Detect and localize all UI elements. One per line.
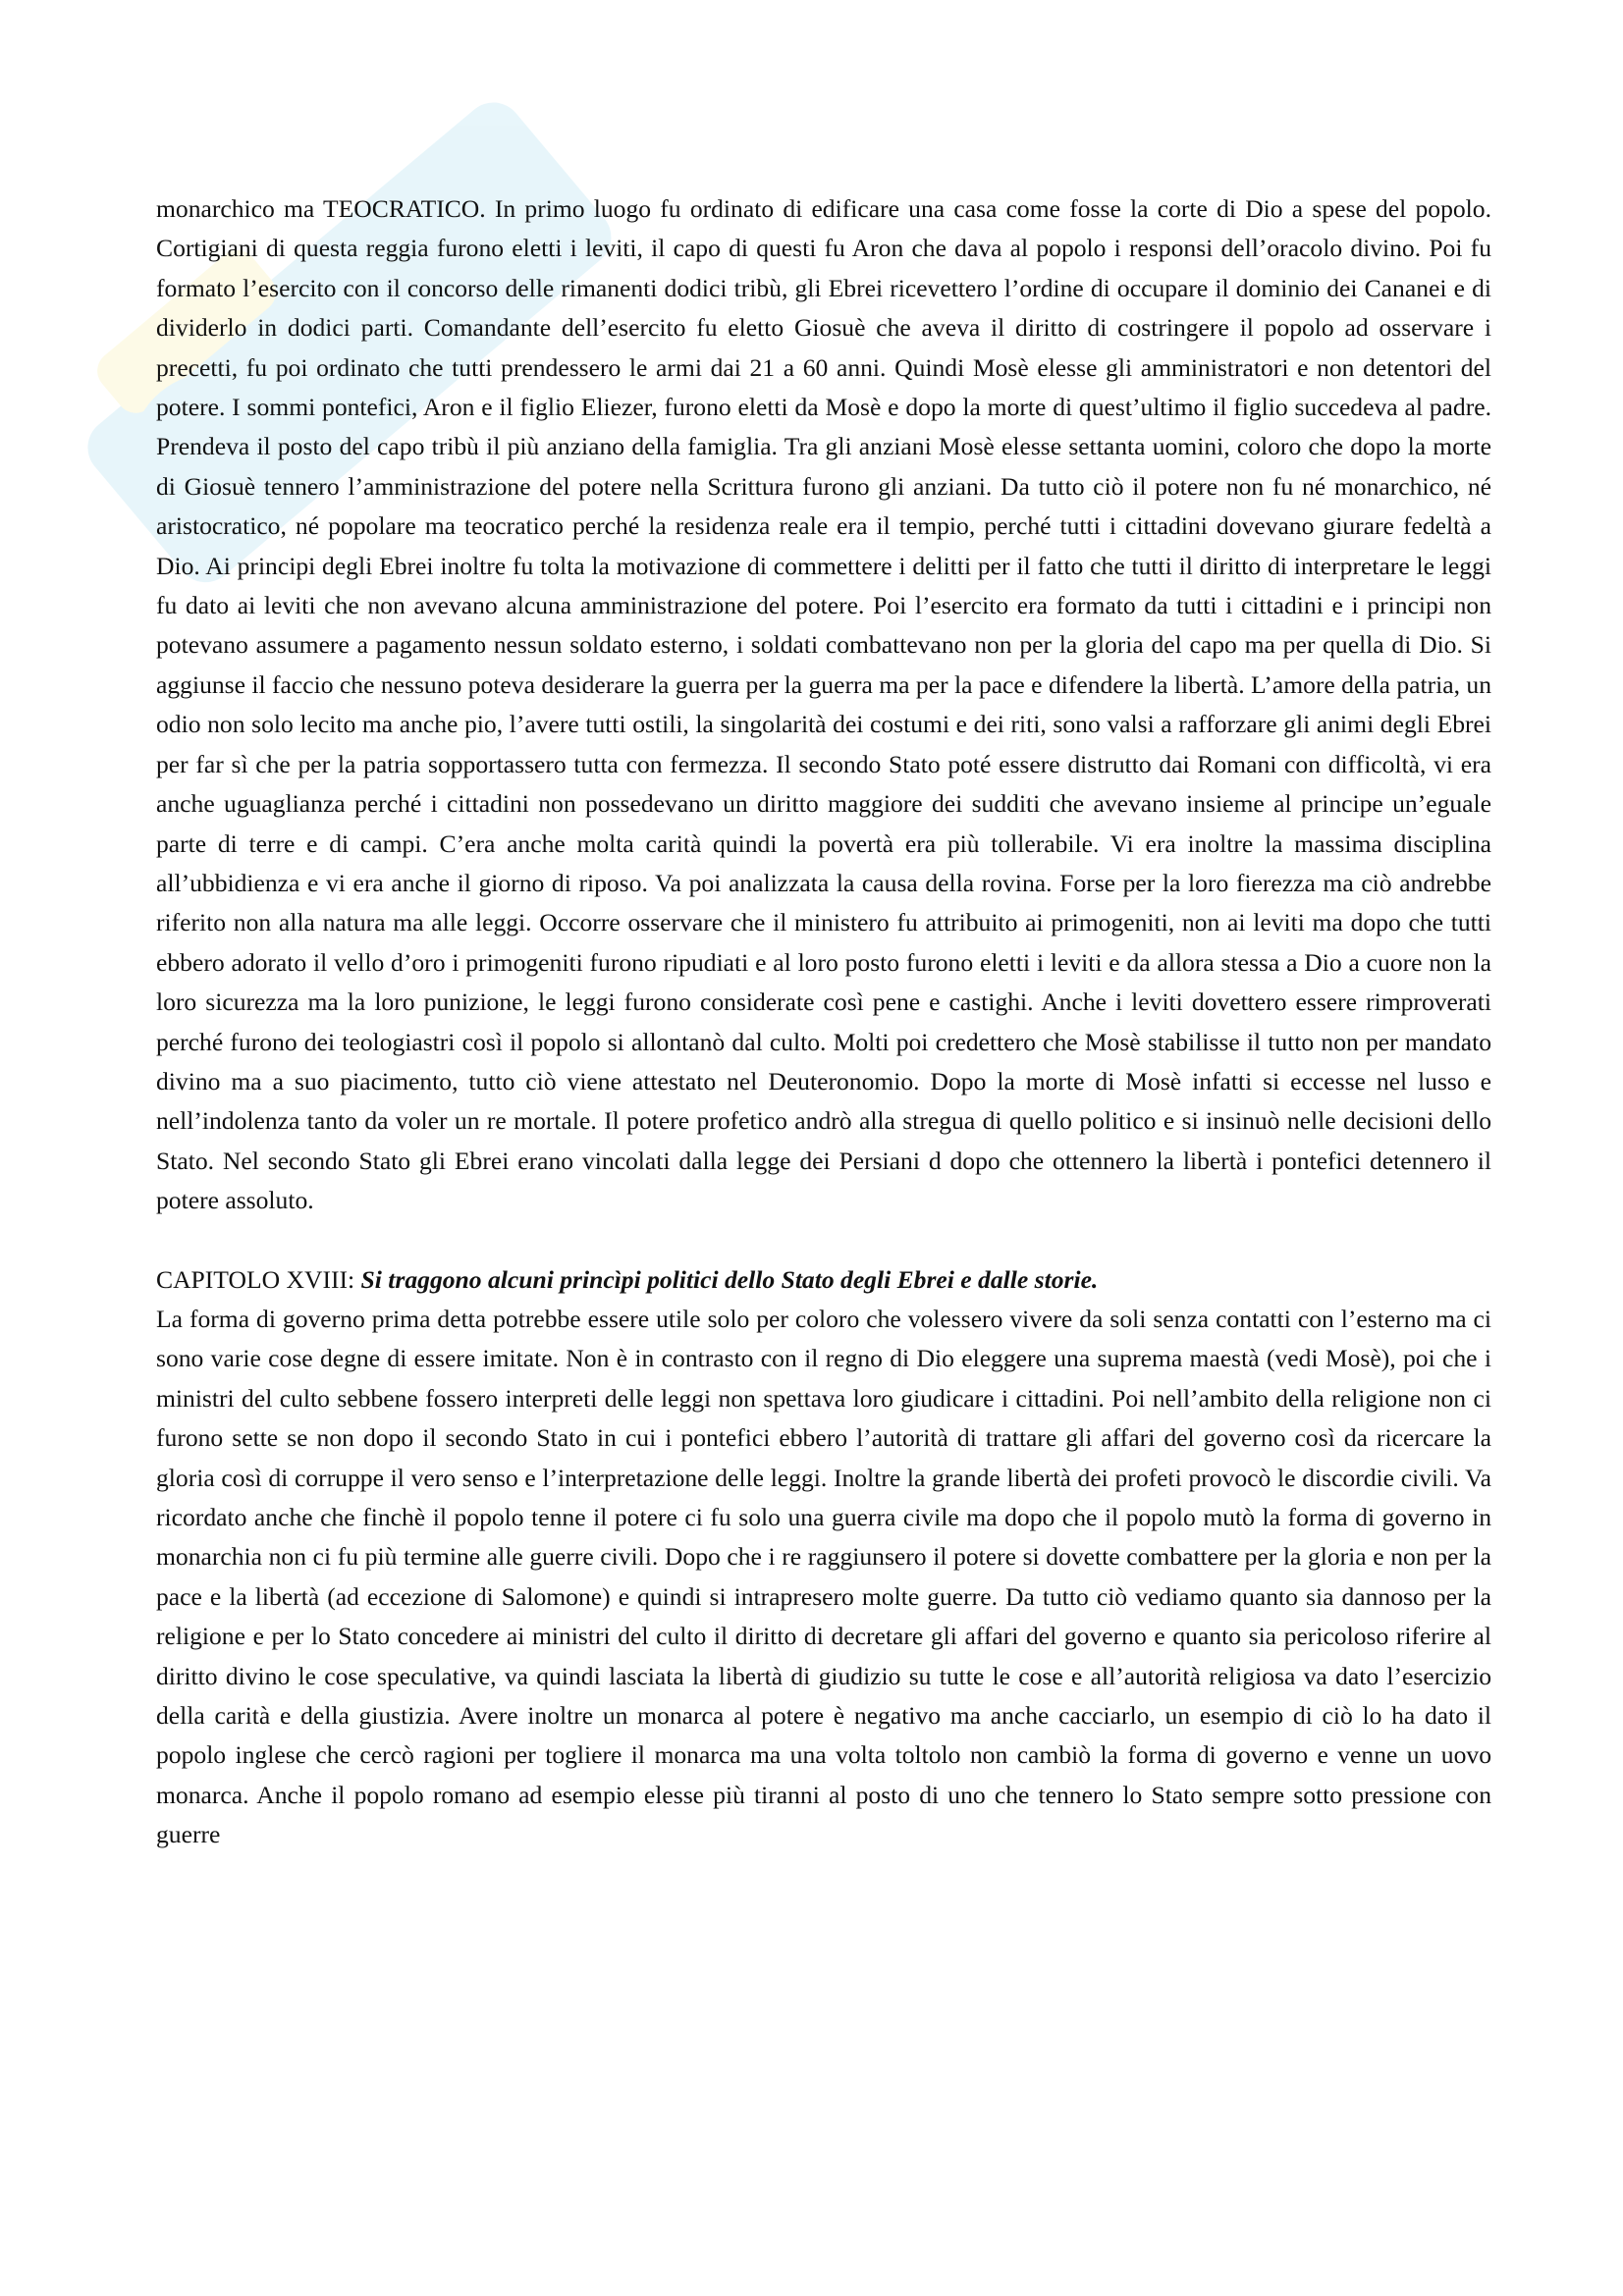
chapter-heading (156, 1260, 1491, 1300)
body-paragraph-2: La forma di governo prima detta potrebbe essere utile solo per coloro che volessero vivere da soli senza contatti con l’esterno ma ci sono varie cose degne di essere imitate. Non è in contrasto con il regno di Dio eleggere una suprema maestà (vedi Mosè), poi che i ministri del culto sebbene fossero interpreti delle leggi non spettava loro giudicare i cittadini. Poi nell’ambito della religione non ci furono sette se non dopo il secondo Stato in cui i pontefici ebbero l’autorità di trattare gli affari del governo così da ricercare la gloria così di corruppe il vero senso e l’interpretazione delle leggi. Inoltre la grande libertà dei profeti provocò le discordie civili. Va ricordato anche che finchè il popolo tenne il potere ci fu solo una guerra civile ma dopo che il popolo mutò la forma di governo in monarchia non ci fu più termine alle guerre civili. Dopo che i re raggiunsero il potere si dovette combattere per la gloria e non per la pace e la libertà (ad eccezione di Salomone) e quindi si intrapresero molte guerre. Da tutto ciò vediamo quanto sia dannoso per la religione e per lo Stato concedere ai ministri del culto il diritto di decretare gli affari del governo e quanto sia pericoloso riferire al diritto divino le cose speculative, va quindi lasciata la libertà di giudizio su tutte le cose e all’autorità religiosa va dato l’esercizio della carità e della giustizia. Avere inoltre un monarca al potere è negativo ma anche cacciarlo, un esempio di ciò lo ha dato il popolo inglese che cercò ragioni per togliere il monarca ma una volta toltolo non cambiò la forma di governo e venne un uovo monarca. Anche il popolo romano ad esempio elesse più tiranni al posto di uno che tennero lo Stato sempre sotto pressione con guerre (156, 1304, 1491, 1849)
body-paragraph-1: monarchico ma TEOCRATICO. In primo luogo fu ordinato di edificare una casa come fosse la corte di Dio a spese del popolo. Cortigiani di questa reggia furono eletti i leviti, il capo di questi fu Aron che dava al popolo i responsi dell’oracolo divino. Poi fu formato l’esercito con il concorso delle rimanenti dodici tribù, gli Ebrei ricevettero l’ordine di occupare il dominio dei Cananei e di dividerlo in dodici parti. Comandante dell’esercito fu eletto Giosuè che aveva il diritto di costringere il popolo ad osservare i precetti, fu poi ordinato che tutti prendessero le armi dai 21 a 60 anni. Quindi Mosè elesse gli amministratori e non detentori del potere. I sommi pontefici, Aron e il figlio Eliezer, furono eletti da Mosè e dopo la morte di quest’ultimo il figlio succedeva al padre. Prendeva il posto del capo tribù il più anziano della famiglia. Tra gli anziani Mosè elesse settanta uomini, coloro che dopo la morte di Giosuè tennero l’amministrazione del potere nella Scrittura furono gli anziani. Da tutto ciò il potere non fu né monarchico, né aristocratico, né popolare ma teocratico perché la residenza reale era il tempio, perché tutti i cittadini dovevano giurare fedeltà a Dio. Ai principi degli Ebrei inoltre fu tolta la motivazione di commettere i delitti per il fatto che tutti il diritto di interpretare le leggi fu dato ai leviti che non avevano alcuna amministrazione del potere. Poi l’esercito era formato da tutti i cittadini e i principi non potevano assumere a pagamento nessun soldato esterno, i soldati combattevano non per la gloria del capo ma per quella di Dio. Si aggiunse il faccio che nessuno poteva desiderare la guerra per la guerra ma per la pace e difendere la libertà. L’amore della patria, un odio non solo lecito ma anche pio, l’avere tutti ostili, la singolarità dei costumi e dei riti, sono valsi a rafforzare gli animi degli Ebrei per far sì che per la patria sopportassero tutta con fermezza. Il secondo Stato poté essere distrutto dai Romani con difficoltà, vi era anche uguaglianza perché i cittadini non possedevano un diritto maggiore dei sudditi che avevano insieme al principe un’eguale parte di terre e di campi. C’era anche molta carità quindi la povertà era più tollerabile. Vi era inoltre la massima disciplina all’ubbidienza e vi era anche il giorno di riposo. Va poi analizzata la causa della rovina. Forse per la loro fierezza ma ciò andrebbe riferito non alla natura ma alle leggi. Occorre osservare che il ministero fu attribuito ai primogeniti, non ai leviti ma dopo che tutti ebbero adorato il vello d’oro i primogeniti furono ripudiati e al loro posto furono eletti i leviti e da allora stessa a Dio a cuore non la loro sicurezza ma la loro punizione, le leggi furono considerate così pene e castighi. Anche i leviti dovettero essere rimproverati perché furono dei teologiastri così il popolo si allontanò dal culto. Molti poi credettero che Mosè stabilisse il tutto non per mandato divino ma a suo piacimento, tutto ciò viene attestato nel Deuteronomio. Dopo la morte di Mosè infatti si eccesse nel lusso e nell’indolenza tanto da voler un re mortale. Il potere profetico andrò alla stregua di quello politico e si insinuò nelle decisioni dello Stato. Nel secondo Stato gli Ebrei erano vincolati dalla legge dei Persiani d dopo che ottennero la libertà i pontefici detennero il potere assoluto. (156, 194, 1491, 1215)
chapter-title: Si traggono alcuni princìpi politici dello Stato degli Ebrei e dalle storie. (360, 1264, 1099, 1294)
document-body (156, 189, 1491, 1855)
chapter-label: CAPITOLO XVIII: (156, 1264, 355, 1294)
